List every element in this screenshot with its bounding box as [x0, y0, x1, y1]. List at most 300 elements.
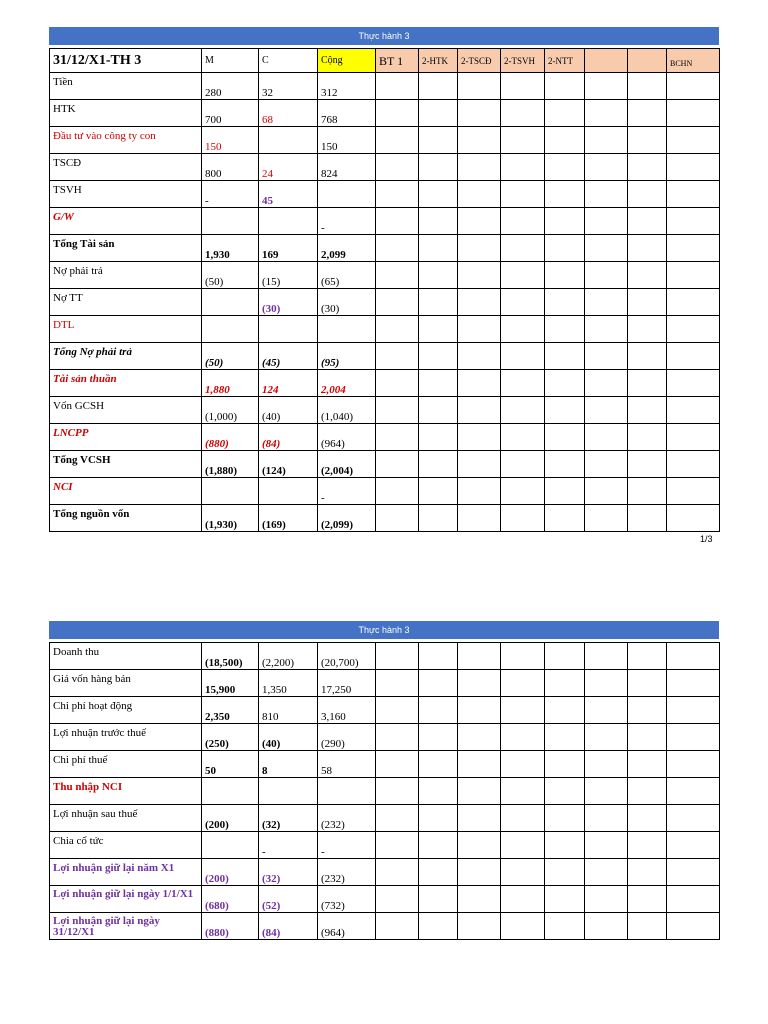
page-number: 1/3	[700, 534, 713, 544]
balance-row	[50, 100, 720, 127]
value-c: (32)	[259, 859, 318, 886]
adjustment-cell	[501, 316, 545, 343]
value-total: -	[318, 832, 376, 859]
row-label: Tổng VCSH	[50, 451, 202, 478]
row-label: Chia cổ tức	[50, 832, 202, 859]
row-label: Tổng Nợ phải trả	[50, 343, 202, 370]
adjustment-cell	[628, 289, 667, 316]
adjustment-cell	[501, 859, 545, 886]
adjustment-cell	[545, 127, 585, 154]
adjustment-cell	[458, 424, 501, 451]
header-date: 31/12/X1-TH 3	[50, 49, 202, 73]
adjustment-cell	[585, 505, 628, 532]
adjustment-cell	[458, 451, 501, 478]
adjustment-cell	[376, 424, 419, 451]
header-c: C	[259, 49, 318, 73]
value-c: (52)	[259, 886, 318, 913]
balance-header-row	[50, 49, 720, 73]
adjustment-cell	[419, 262, 458, 289]
row-label: G/W	[50, 208, 202, 235]
value-total: (20,700)	[318, 643, 376, 670]
adjustment-cell	[628, 913, 667, 940]
adjustment-cell	[419, 289, 458, 316]
adjustment-cell	[458, 208, 501, 235]
adjustment-cell	[419, 778, 458, 805]
adjustment-cell	[545, 832, 585, 859]
value-total: -	[318, 478, 376, 505]
value-m	[202, 832, 259, 859]
row-label: Thu nhập NCI	[50, 778, 202, 805]
adjustment-cell	[667, 670, 720, 697]
value-c	[259, 316, 318, 343]
adjustment-cell	[501, 127, 545, 154]
adjustment-cell	[628, 424, 667, 451]
adjustment-cell	[501, 805, 545, 832]
balance-row	[50, 478, 720, 505]
value-c: -	[259, 832, 318, 859]
value-c: 124	[259, 370, 318, 397]
adjustment-cell	[458, 154, 501, 181]
value-c: (84)	[259, 424, 318, 451]
value-c: (32)	[259, 805, 318, 832]
adjustment-cell	[628, 778, 667, 805]
income-row	[50, 643, 720, 670]
value-m: (1,880)	[202, 451, 259, 478]
adjustment-cell	[376, 154, 419, 181]
adjustment-cell	[545, 343, 585, 370]
income-row	[50, 913, 720, 940]
adjustment-cell	[376, 262, 419, 289]
value-total: 312	[318, 73, 376, 100]
adjustment-cell	[501, 370, 545, 397]
adjustment-cell	[545, 397, 585, 424]
value-total: (65)	[318, 262, 376, 289]
adjustment-cell	[628, 397, 667, 424]
adjustment-cell	[585, 154, 628, 181]
adjustment-cell	[501, 886, 545, 913]
adjustment-cell	[501, 73, 545, 100]
adjustment-cell	[545, 697, 585, 724]
value-total: (30)	[318, 289, 376, 316]
adjustment-cell	[628, 643, 667, 670]
adjustment-cell	[628, 832, 667, 859]
adjustment-cell	[585, 451, 628, 478]
value-total: 824	[318, 154, 376, 181]
adjustment-cell	[376, 805, 419, 832]
value-total: 3,160	[318, 697, 376, 724]
income-row	[50, 832, 720, 859]
adjustment-cell	[667, 289, 720, 316]
header-2-tsvh: 2-TSVH	[501, 49, 545, 73]
header-blank-1	[585, 49, 628, 73]
value-c: (2,200)	[259, 643, 318, 670]
adjustment-cell	[376, 478, 419, 505]
adjustment-cell	[501, 208, 545, 235]
adjustment-cell	[376, 316, 419, 343]
adjustment-cell	[667, 778, 720, 805]
adjustment-cell	[376, 343, 419, 370]
value-m: (200)	[202, 805, 259, 832]
value-m: (50)	[202, 343, 259, 370]
value-total: -	[318, 208, 376, 235]
adjustment-cell	[585, 316, 628, 343]
adjustment-cell	[545, 424, 585, 451]
adjustment-cell	[458, 127, 501, 154]
adjustment-cell	[545, 886, 585, 913]
adjustment-cell	[667, 505, 720, 532]
adjustment-cell	[458, 316, 501, 343]
adjustment-cell	[585, 424, 628, 451]
adjustment-cell	[585, 805, 628, 832]
balance-row	[50, 451, 720, 478]
value-c	[259, 478, 318, 505]
adjustment-cell	[458, 397, 501, 424]
value-total: (2,099)	[318, 505, 376, 532]
adjustment-cell	[667, 316, 720, 343]
value-m: 2,350	[202, 697, 259, 724]
adjustment-cell	[545, 670, 585, 697]
adjustment-cell	[501, 397, 545, 424]
adjustment-cell	[458, 697, 501, 724]
adjustment-cell	[585, 724, 628, 751]
adjustment-cell	[585, 832, 628, 859]
adjustment-cell	[376, 913, 419, 940]
adjustment-cell	[458, 505, 501, 532]
adjustment-cell	[376, 832, 419, 859]
value-c: (169)	[259, 505, 318, 532]
adjustment-cell	[545, 370, 585, 397]
adjustment-cell	[585, 289, 628, 316]
row-label: Nợ TT	[50, 289, 202, 316]
adjustment-cell	[545, 805, 585, 832]
value-c: 68	[259, 100, 318, 127]
adjustment-cell	[458, 289, 501, 316]
adjustment-cell	[458, 643, 501, 670]
value-total	[318, 316, 376, 343]
value-c: 1,350	[259, 670, 318, 697]
adjustment-cell	[545, 235, 585, 262]
value-c	[259, 208, 318, 235]
row-label: LNCPP	[50, 424, 202, 451]
income-row	[50, 751, 720, 778]
adjustment-cell	[667, 643, 720, 670]
adjustment-cell	[667, 751, 720, 778]
adjustment-cell	[585, 127, 628, 154]
balance-row	[50, 397, 720, 424]
adjustment-cell	[585, 913, 628, 940]
income-statement-table	[49, 642, 720, 940]
value-m: (1,000)	[202, 397, 259, 424]
value-c: (45)	[259, 343, 318, 370]
adjustment-cell	[376, 181, 419, 208]
adjustment-cell	[376, 670, 419, 697]
adjustment-cell	[628, 316, 667, 343]
sheet-banner-1: Thực hành 3	[49, 27, 719, 45]
adjustment-cell	[667, 451, 720, 478]
adjustment-cell	[501, 289, 545, 316]
balance-sheet-table	[49, 48, 720, 532]
value-m: 800	[202, 154, 259, 181]
row-label: Lợi nhuận giữ lại ngày 1/1/X1	[50, 886, 202, 913]
header-bt1: BT 1	[376, 49, 419, 73]
adjustment-cell	[585, 235, 628, 262]
value-m: (50)	[202, 262, 259, 289]
adjustment-cell	[376, 370, 419, 397]
income-row	[50, 859, 720, 886]
value-m: (250)	[202, 724, 259, 751]
value-total: (2,004)	[318, 451, 376, 478]
adjustment-cell	[501, 262, 545, 289]
adjustment-cell	[376, 127, 419, 154]
adjustment-cell	[585, 181, 628, 208]
value-m: 15,900	[202, 670, 259, 697]
value-c: (40)	[259, 724, 318, 751]
row-label: Lợi nhuận sau thuế	[50, 805, 202, 832]
balance-row	[50, 289, 720, 316]
row-label: NCI	[50, 478, 202, 505]
adjustment-cell	[376, 289, 419, 316]
adjustment-cell	[628, 505, 667, 532]
adjustment-cell	[667, 73, 720, 100]
adjustment-cell	[585, 886, 628, 913]
value-c: (84)	[259, 913, 318, 940]
adjustment-cell	[376, 100, 419, 127]
adjustment-cell	[419, 127, 458, 154]
adjustment-cell	[419, 751, 458, 778]
value-c: (30)	[259, 289, 318, 316]
adjustment-cell	[419, 181, 458, 208]
adjustment-cell	[419, 424, 458, 451]
adjustment-cell	[667, 724, 720, 751]
adjustment-cell	[667, 127, 720, 154]
adjustment-cell	[501, 913, 545, 940]
adjustment-cell	[458, 262, 501, 289]
adjustment-cell	[419, 670, 458, 697]
adjustment-cell	[585, 397, 628, 424]
row-label: TSVH	[50, 181, 202, 208]
value-total: 17,250	[318, 670, 376, 697]
adjustment-cell	[545, 208, 585, 235]
value-c: 45	[259, 181, 318, 208]
value-total: 2,099	[318, 235, 376, 262]
balance-row	[50, 424, 720, 451]
adjustment-cell	[667, 262, 720, 289]
adjustment-cell	[501, 478, 545, 505]
adjustment-cell	[419, 370, 458, 397]
adjustment-cell	[545, 643, 585, 670]
row-label: Tổng Tài sản	[50, 235, 202, 262]
adjustment-cell	[667, 859, 720, 886]
adjustment-cell	[667, 343, 720, 370]
adjustment-cell	[545, 289, 585, 316]
header-bchn: BCHN	[667, 49, 720, 73]
value-m: (1,930)	[202, 505, 259, 532]
header-blank-2	[628, 49, 667, 73]
value-total: 150	[318, 127, 376, 154]
value-m	[202, 316, 259, 343]
adjustment-cell	[667, 913, 720, 940]
value-c	[259, 127, 318, 154]
value-total: (290)	[318, 724, 376, 751]
row-label: Doanh thu	[50, 643, 202, 670]
row-label: Lợi nhuận giữ lại ngày 31/12/X1	[50, 913, 202, 940]
balance-row	[50, 127, 720, 154]
adjustment-cell	[545, 316, 585, 343]
balance-row	[50, 262, 720, 289]
adjustment-cell	[667, 208, 720, 235]
sheet-banner-2: Thực hành 3	[49, 621, 719, 639]
row-label: Nợ phải trả	[50, 262, 202, 289]
adjustment-cell	[628, 805, 667, 832]
value-total	[318, 778, 376, 805]
adjustment-cell	[667, 235, 720, 262]
row-label: Tài sản thuần	[50, 370, 202, 397]
adjustment-cell	[667, 478, 720, 505]
adjustment-cell	[501, 751, 545, 778]
value-total: (232)	[318, 805, 376, 832]
adjustment-cell	[501, 235, 545, 262]
header-total: Cộng	[318, 49, 376, 73]
adjustment-cell	[376, 697, 419, 724]
adjustment-cell	[545, 181, 585, 208]
header-2-tscd: 2-TSCĐ	[458, 49, 501, 73]
adjustment-cell	[501, 154, 545, 181]
adjustment-cell	[376, 724, 419, 751]
adjustment-cell	[545, 154, 585, 181]
adjustment-cell	[419, 886, 458, 913]
adjustment-cell	[458, 805, 501, 832]
adjustment-cell	[585, 343, 628, 370]
adjustment-cell	[628, 859, 667, 886]
value-total: (232)	[318, 859, 376, 886]
adjustment-cell	[458, 751, 501, 778]
header-m: M	[202, 49, 259, 73]
row-label: DTL	[50, 316, 202, 343]
adjustment-cell	[585, 670, 628, 697]
adjustment-cell	[628, 886, 667, 913]
value-c: (40)	[259, 397, 318, 424]
adjustment-cell	[419, 208, 458, 235]
adjustment-cell	[585, 262, 628, 289]
adjustment-cell	[419, 913, 458, 940]
adjustment-cell	[419, 643, 458, 670]
value-m: (18,500)	[202, 643, 259, 670]
adjustment-cell	[376, 751, 419, 778]
adjustment-cell	[628, 751, 667, 778]
adjustment-cell	[458, 778, 501, 805]
row-label: Giá vốn hàng bán	[50, 670, 202, 697]
adjustment-cell	[628, 262, 667, 289]
value-total: (95)	[318, 343, 376, 370]
value-m: (880)	[202, 913, 259, 940]
income-row	[50, 778, 720, 805]
adjustment-cell	[419, 451, 458, 478]
adjustment-cell	[628, 127, 667, 154]
adjustment-cell	[458, 724, 501, 751]
adjustment-cell	[667, 805, 720, 832]
adjustment-cell	[376, 235, 419, 262]
adjustment-cell	[419, 316, 458, 343]
adjustment-cell	[376, 451, 419, 478]
balance-row	[50, 343, 720, 370]
adjustment-cell	[376, 643, 419, 670]
adjustment-cell	[545, 859, 585, 886]
value-m: 1,880	[202, 370, 259, 397]
adjustment-cell	[545, 478, 585, 505]
adjustment-cell	[419, 73, 458, 100]
adjustment-cell	[545, 100, 585, 127]
adjustment-cell	[667, 397, 720, 424]
value-m: 280	[202, 73, 259, 100]
income-row	[50, 886, 720, 913]
adjustment-cell	[585, 643, 628, 670]
adjustment-cell	[376, 859, 419, 886]
adjustment-cell	[419, 100, 458, 127]
value-total: (964)	[318, 913, 376, 940]
adjustment-cell	[628, 73, 667, 100]
adjustment-cell	[501, 505, 545, 532]
adjustment-cell	[628, 100, 667, 127]
value-m: 700	[202, 100, 259, 127]
adjustment-cell	[585, 697, 628, 724]
adjustment-cell	[458, 886, 501, 913]
adjustment-cell	[419, 235, 458, 262]
adjustment-cell	[419, 859, 458, 886]
adjustment-cell	[458, 370, 501, 397]
balance-row	[50, 154, 720, 181]
value-c: (124)	[259, 451, 318, 478]
adjustment-cell	[419, 832, 458, 859]
balance-row	[50, 208, 720, 235]
value-c	[259, 778, 318, 805]
value-m	[202, 208, 259, 235]
adjustment-cell	[419, 697, 458, 724]
adjustment-cell	[458, 181, 501, 208]
adjustment-cell	[545, 751, 585, 778]
adjustment-cell	[628, 478, 667, 505]
adjustment-cell	[501, 100, 545, 127]
adjustment-cell	[585, 751, 628, 778]
value-total	[318, 181, 376, 208]
adjustment-cell	[458, 670, 501, 697]
adjustment-cell	[376, 208, 419, 235]
value-total: (732)	[318, 886, 376, 913]
adjustment-cell	[585, 478, 628, 505]
adjustment-cell	[501, 832, 545, 859]
adjustment-cell	[628, 451, 667, 478]
adjustment-cell	[501, 778, 545, 805]
adjustment-cell	[376, 778, 419, 805]
row-label: Tiền	[50, 73, 202, 100]
value-m	[202, 289, 259, 316]
adjustment-cell	[501, 451, 545, 478]
value-total: (1,040)	[318, 397, 376, 424]
adjustment-cell	[585, 859, 628, 886]
adjustment-cell	[419, 805, 458, 832]
adjustment-cell	[376, 73, 419, 100]
value-c: (15)	[259, 262, 318, 289]
adjustment-cell	[585, 778, 628, 805]
adjustment-cell	[458, 100, 501, 127]
adjustment-cell	[585, 73, 628, 100]
adjustment-cell	[628, 670, 667, 697]
row-label: Đầu tư vào công ty con	[50, 127, 202, 154]
value-m	[202, 478, 259, 505]
adjustment-cell	[667, 424, 720, 451]
adjustment-cell	[376, 397, 419, 424]
adjustment-cell	[376, 886, 419, 913]
adjustment-cell	[501, 424, 545, 451]
